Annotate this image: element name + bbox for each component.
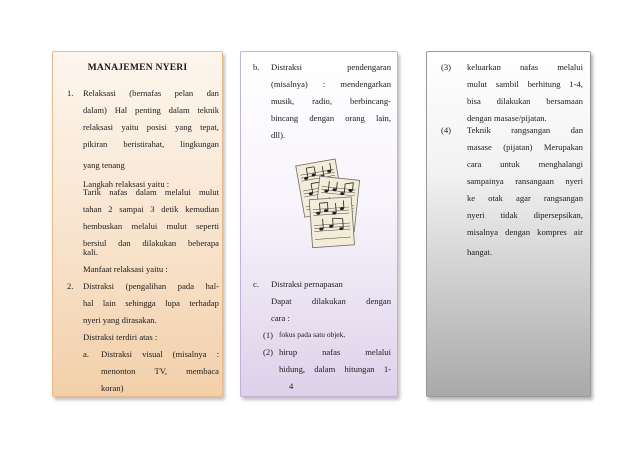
justified-line xyxy=(279,346,391,358)
word: bersamaan xyxy=(546,96,583,106)
word: 2 xyxy=(108,204,113,214)
word: otak xyxy=(488,193,503,203)
justified-line xyxy=(83,237,219,249)
word: hidung, xyxy=(279,364,306,374)
word: beristirahat, xyxy=(123,139,165,149)
word: nyeri xyxy=(565,176,583,186)
word: (misalnya) xyxy=(271,79,308,89)
item-a-last-line: koran) xyxy=(101,383,124,393)
word: tidak xyxy=(500,210,518,220)
word: terhadap xyxy=(189,298,219,308)
justified-line xyxy=(467,158,583,170)
langkah-label: Langkah relaksasi yaitu : xyxy=(83,179,170,189)
word: pelan xyxy=(174,88,194,98)
justified-line xyxy=(467,124,583,136)
item-c2-last-line: 4 xyxy=(289,381,294,391)
word: sehingga xyxy=(125,298,156,308)
middle-panel xyxy=(240,51,398,397)
item-c-first-line: Distraksi pernapasan xyxy=(271,279,343,289)
justified-line xyxy=(83,186,219,198)
word: lain, xyxy=(375,113,391,123)
justified-line xyxy=(83,104,219,116)
word: nafas xyxy=(322,347,341,357)
tarik-last-line: kali. xyxy=(83,247,99,257)
justified-line xyxy=(83,138,219,150)
word: Distraksi xyxy=(271,62,303,72)
word: posisi xyxy=(146,122,167,132)
word: hal- xyxy=(205,281,219,291)
word: Merupakan xyxy=(543,142,583,152)
word: Teknik xyxy=(467,125,491,135)
word: lupa xyxy=(165,298,180,308)
word: Hal xyxy=(114,105,128,115)
word: agar xyxy=(516,193,531,203)
word: menghalangi xyxy=(538,159,583,169)
word: kompres xyxy=(537,227,567,237)
justified-line xyxy=(83,280,219,292)
word: dilakukan xyxy=(496,96,531,106)
word: nafas xyxy=(109,187,128,197)
word: melalui xyxy=(557,62,583,72)
item4-label: (4) xyxy=(441,125,452,135)
word: yang xyxy=(175,122,192,132)
justified-line xyxy=(467,192,583,204)
word: relaksasi xyxy=(83,122,114,132)
justified-line xyxy=(467,175,583,187)
word: bisa xyxy=(467,96,481,106)
word: misalnya xyxy=(467,227,499,237)
word: Distraksi xyxy=(83,281,115,291)
word: dengan xyxy=(309,113,335,123)
word: visual xyxy=(142,349,163,359)
word: berbincang- xyxy=(349,96,391,106)
justified-line xyxy=(467,95,583,107)
word: dilakukan xyxy=(311,296,346,306)
word: Dapat xyxy=(271,296,292,306)
item3-label: (3) xyxy=(441,62,452,72)
distraksi-atas-label: Distraksi terdiri atas : xyxy=(83,332,158,342)
word: dalam) xyxy=(83,105,107,115)
word: Relaksasi xyxy=(83,88,116,98)
word: dipersepsikan, xyxy=(533,210,583,220)
item2-last-line: nyeri yang dirasakan. xyxy=(83,315,157,325)
word: (pijatan) xyxy=(503,142,533,152)
word: cara xyxy=(467,159,482,169)
justified-line xyxy=(467,141,583,153)
justified-line xyxy=(83,203,219,215)
word: penting xyxy=(135,105,161,115)
word: untuk xyxy=(500,159,520,169)
item2-number: 2. xyxy=(67,281,74,291)
word: nyeri xyxy=(467,210,485,220)
justified-line xyxy=(271,61,391,73)
word: rangsangan xyxy=(543,193,583,203)
word: keluarkan xyxy=(467,62,501,72)
left-panel xyxy=(52,51,223,397)
item-c2-label: (2) xyxy=(263,347,274,357)
word: yaitu xyxy=(121,122,139,132)
justified-line xyxy=(83,87,219,99)
word: melalui xyxy=(365,347,391,357)
item-a-label: a. xyxy=(83,349,89,359)
item-c1-label: (1) xyxy=(263,330,274,340)
word: pendengaran xyxy=(347,62,391,72)
justified-line xyxy=(467,226,583,238)
word: kemudian xyxy=(185,204,219,214)
justified-line xyxy=(271,95,391,107)
word: hitungan xyxy=(344,364,375,374)
word: seperti xyxy=(196,221,219,231)
word: nafas xyxy=(519,62,539,72)
music-sheets-icon xyxy=(291,154,371,250)
item-c1-text: fokus pada satu objek, xyxy=(279,330,346,339)
word: mulut xyxy=(198,187,219,197)
word: detik xyxy=(161,204,179,214)
word: mulut xyxy=(166,221,187,231)
item-c-last-line: cara : xyxy=(271,313,290,323)
word: sampai xyxy=(119,204,144,214)
word: beberapa xyxy=(187,238,219,248)
word: dan xyxy=(206,88,219,98)
justified-line xyxy=(271,295,391,307)
word: masase xyxy=(467,142,492,152)
justified-line xyxy=(467,61,583,73)
justified-line xyxy=(101,365,219,377)
item4-last-line: hangat. xyxy=(467,247,493,257)
word: : xyxy=(216,349,219,359)
word: sambil xyxy=(495,79,519,89)
word: air xyxy=(573,227,583,237)
justified-line xyxy=(83,297,219,309)
item3-last-line: dengan masase/pijatan. xyxy=(467,113,547,123)
word: (pengalihan xyxy=(125,281,167,291)
word: dengan xyxy=(366,296,391,306)
word: 1-4, xyxy=(569,79,583,89)
word: menonton xyxy=(101,366,136,376)
word: dan xyxy=(570,125,583,135)
word: Distraksi xyxy=(101,349,133,359)
word: TV, xyxy=(154,366,167,376)
word: dalam xyxy=(135,187,157,197)
word: lain xyxy=(102,298,116,308)
word: Tarik xyxy=(83,187,102,197)
word: dan xyxy=(118,238,131,248)
item-b-label: b. xyxy=(253,62,260,72)
word: orang xyxy=(345,113,365,123)
word: dalam xyxy=(314,364,336,374)
right-panel xyxy=(426,51,591,397)
word: melalui xyxy=(131,221,158,231)
word: teknik xyxy=(197,105,219,115)
justified-line xyxy=(101,348,219,360)
word: sampainya xyxy=(467,176,504,186)
word: bersiul xyxy=(83,238,107,248)
word: ransangaan xyxy=(515,176,554,186)
word: 3 xyxy=(150,204,155,214)
word: berhitung xyxy=(527,79,561,89)
justified-line xyxy=(467,209,583,221)
word: membaca xyxy=(186,366,219,376)
justified-line xyxy=(83,220,219,232)
word: dilakukan xyxy=(142,238,177,248)
word: (bernafas xyxy=(129,88,162,98)
justified-line xyxy=(271,112,391,124)
word: hal xyxy=(83,298,94,308)
word: melalui xyxy=(164,187,191,197)
page-title: MANAJEMEN NYERI xyxy=(87,62,188,73)
word: ke xyxy=(467,193,476,203)
word: pikiran xyxy=(83,139,108,149)
word: tepat, xyxy=(200,122,219,132)
word: bincang xyxy=(271,113,299,123)
word: rangsangan xyxy=(511,125,551,135)
word: mendengarkan xyxy=(340,79,391,89)
justified-line xyxy=(271,78,391,90)
word: pada xyxy=(177,281,195,291)
item-b-last-line: dll). xyxy=(271,130,286,140)
word: hirup xyxy=(279,347,298,357)
item1-last-line: yang tenang xyxy=(83,160,125,170)
word: radio, xyxy=(312,96,332,106)
word: dengan xyxy=(505,227,530,237)
justified-line xyxy=(467,78,583,90)
word: lingkungan xyxy=(180,139,219,149)
manfaat-label: Manfaat relaksasi yaitu : xyxy=(83,264,168,274)
item-c-label: c. xyxy=(253,279,259,289)
word: musik, xyxy=(271,96,295,106)
word: : xyxy=(322,79,326,89)
word: dalam xyxy=(168,105,190,115)
word: 1- xyxy=(383,364,391,374)
justified-line xyxy=(279,363,391,375)
word: (misalnya xyxy=(172,349,207,359)
justified-line xyxy=(83,121,219,133)
item1-number: 1. xyxy=(67,88,74,98)
word: hembuskan xyxy=(83,221,123,231)
word: mulut xyxy=(467,79,488,89)
word: tahan xyxy=(83,204,102,214)
